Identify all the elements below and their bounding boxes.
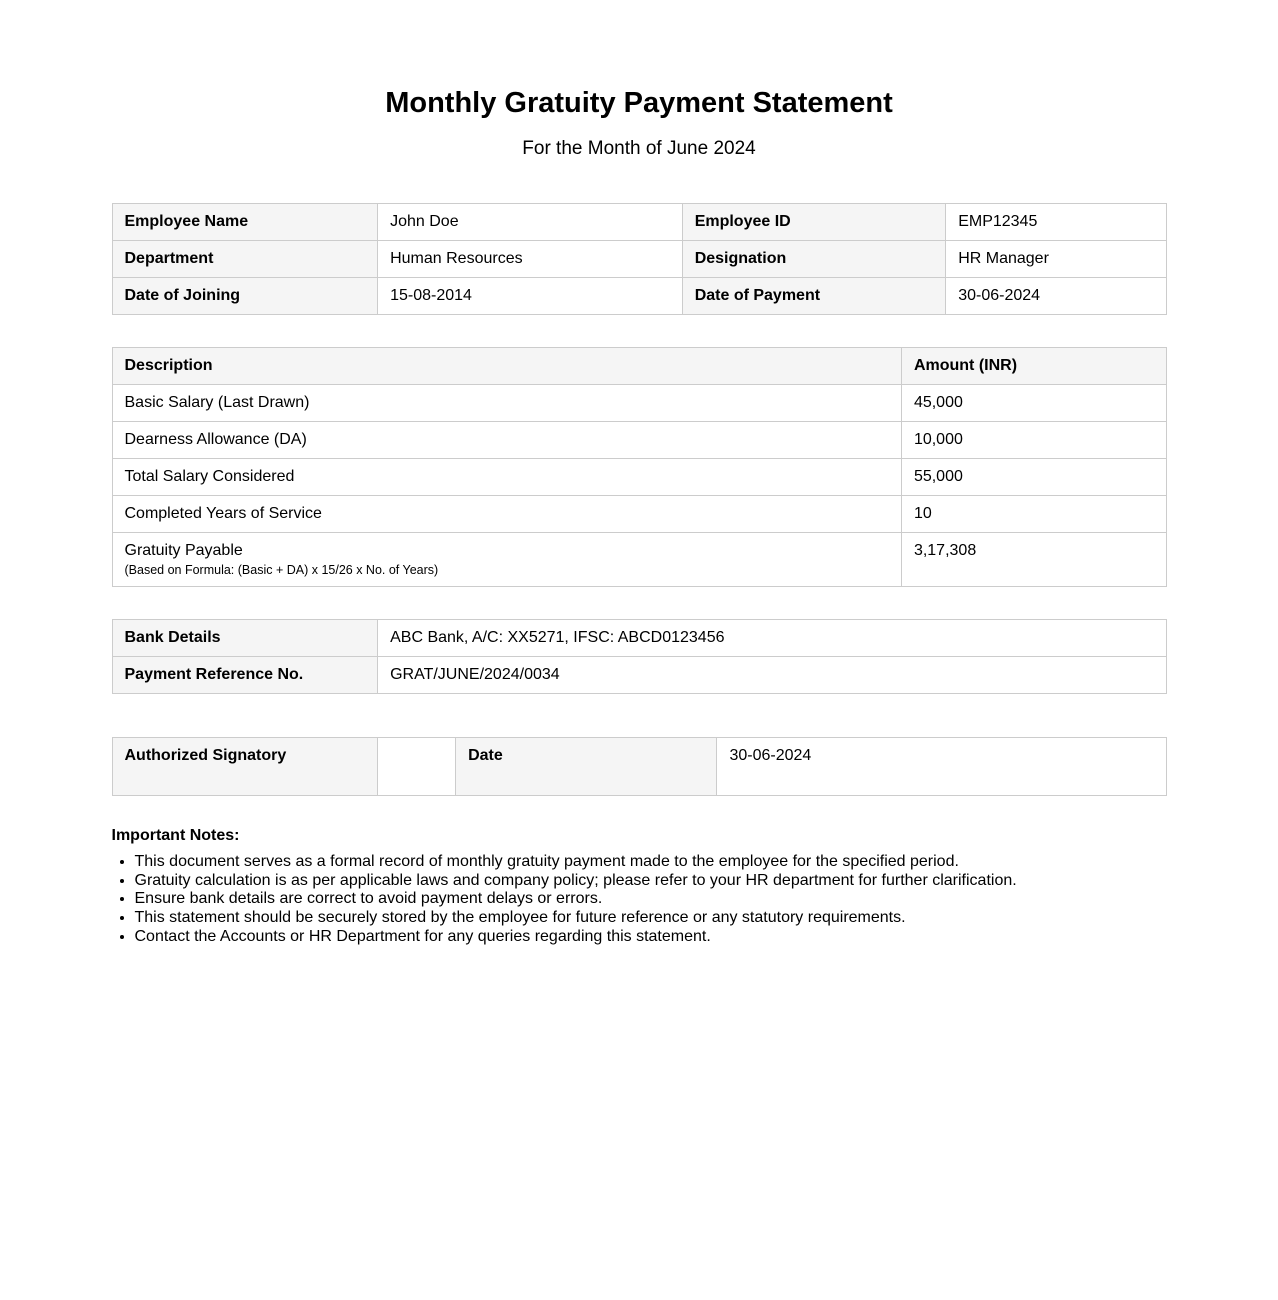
designation-label: Designation <box>682 240 946 277</box>
description-column-header: Description <box>112 347 901 384</box>
payment-reference-value: GRAT/JUNE/2024/0034 <box>378 656 1166 693</box>
table-row <box>112 458 1166 495</box>
gratuity-payable-amount: 3,17,308 <box>901 532 1166 586</box>
salary-breakdown-table <box>112 347 1167 587</box>
table-row <box>112 277 1166 314</box>
table-row <box>112 384 1166 421</box>
department-label: Department <box>112 240 378 277</box>
date-of-joining-label: Date of Joining <box>112 277 378 314</box>
payment-reference-label: Payment Reference No. <box>112 656 378 693</box>
total-salary-amount: 55,000 <box>901 458 1166 495</box>
employee-id-label: Employee ID <box>682 203 946 240</box>
note-item: • This document serves as a formal record of monthly gratuity payment made to the employee for the specified period. <box>135 853 1167 872</box>
payment-details-table <box>112 619 1167 694</box>
table-row <box>112 619 1166 656</box>
dearness-allowance-description: Dearness Allowance (DA) <box>112 421 901 458</box>
basic-salary-description: Basic Salary (Last Drawn) <box>112 384 901 421</box>
gratuity-payable-description <box>112 532 901 586</box>
basic-salary-amount: 45,000 <box>901 384 1166 421</box>
document-header <box>112 86 1167 161</box>
note-item: • This statement should be securely stored by the employee for future reference or any statutory requirements. <box>135 909 1167 928</box>
gratuity-payable-title: Gratuity Payable <box>124 541 243 559</box>
important-notes-list <box>112 853 1167 946</box>
designation-value: HR Manager <box>946 240 1166 277</box>
table-header-row <box>112 347 1166 384</box>
signature-table <box>112 737 1167 796</box>
bank-details-value: ABC Bank, A/C: XX5271, IFSC: ABCD0123456 <box>378 619 1166 656</box>
employee-name-value: John Doe <box>378 203 683 240</box>
table-row <box>112 421 1166 458</box>
authorized-signatory-label: Authorized Signatory <box>112 737 378 795</box>
employee-name-label: Employee Name <box>112 203 378 240</box>
employee-id-value: EMP12345 <box>946 203 1166 240</box>
employee-info-table <box>112 203 1167 315</box>
note-item: • Contact the Accounts or HR Department for any queries regarding this statement. <box>135 928 1167 947</box>
note-item: • Ensure bank details are correct to avoid payment delays or errors. <box>135 890 1167 909</box>
bank-details-label: Bank Details <box>112 619 378 656</box>
date-of-payment-value: 30-06-2024 <box>946 277 1166 314</box>
statement-page <box>112 0 1167 1286</box>
total-salary-description: Total Salary Considered <box>112 458 901 495</box>
page-title: Monthly Gratuity Payment Statement <box>385 87 893 119</box>
table-row <box>112 240 1166 277</box>
table-row <box>112 737 1166 795</box>
amount-column-header: Amount (INR) <box>901 347 1166 384</box>
dearness-allowance-amount: 10,000 <box>901 421 1166 458</box>
table-row <box>112 656 1166 693</box>
signature-date-label: Date <box>456 737 717 795</box>
table-row <box>112 532 1166 586</box>
important-notes-heading: Important Notes: <box>111 826 240 844</box>
gratuity-formula-note: (Based on Formula: (Basic + DA) x 15/26 x No. of Years) <box>124 562 439 577</box>
important-notes-section <box>112 827 1167 946</box>
date-of-payment-label: Date of Payment <box>682 277 946 314</box>
note-item: • Gratuity calculation is as per applicable laws and company policy; please refer to your HR department for further clarification. <box>135 872 1167 891</box>
date-of-joining-value: 15-08-2014 <box>378 277 683 314</box>
years-of-service-amount: 10 <box>901 495 1166 532</box>
page-subtitle: For the Month of June 2024 <box>522 137 756 159</box>
years-of-service-description: Completed Years of Service <box>112 495 901 532</box>
signature-date-value: 30-06-2024 <box>717 737 1166 795</box>
table-row <box>112 495 1166 532</box>
department-value: Human Resources <box>378 240 683 277</box>
signature-space <box>378 737 456 795</box>
table-row <box>112 203 1166 240</box>
